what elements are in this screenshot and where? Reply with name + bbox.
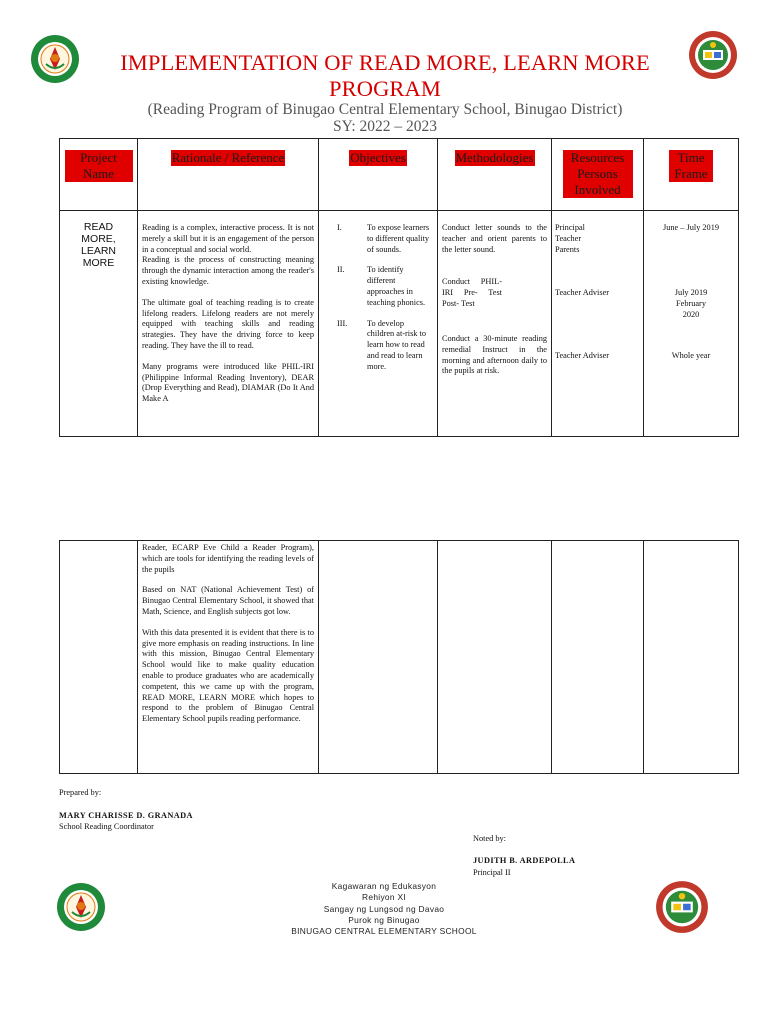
objective-item: II. To identify different approaches in teaching phonics. — [337, 265, 426, 307]
header-objectives: Objectives — [350, 150, 406, 165]
methodology-item: Conduct letter sounds to the teacher and orient parents to the letter sound. — [442, 223, 547, 254]
prepared-by-role: School Reading Coordinator — [59, 822, 154, 831]
resource-item: Teacher Adviser — [555, 351, 610, 360]
time-frame-item: Whole year — [671, 351, 711, 360]
resource-item: Teacher Adviser — [555, 288, 610, 297]
table-row — [60, 211, 739, 437]
project-name: READ MORE, LEARN MORE — [80, 221, 116, 269]
page-title: IMPLEMENTATION OF READ MORE, LEARN MORE PROGRAM — [120, 50, 650, 101]
footer-school-name: BINUGAO CENTRAL ELEMENTARY SCHOOL — [291, 926, 477, 937]
rationale-paragraph: Reading is a complex, interactive process. It is not merely a skill but it is an engagement of the person in a conceptual and social world. — [142, 223, 314, 254]
table-header-row — [60, 139, 739, 211]
noted-by-name: JUDITH B. ARDEPOLLA — [473, 856, 576, 865]
school-seal-icon — [688, 30, 738, 80]
program-table — [59, 138, 739, 437]
rationale-paragraph: Based on NAT (National Achievement Test) of Binugao Central Elementary School, it showed that Math, Science, and English subjects got low. — [142, 585, 314, 616]
footer-line: Sangay ng Lungsod ng Davao — [323, 903, 445, 914]
objective-item: III. To develop children at-risk to learn how to read and read to learn more. — [337, 318, 426, 371]
school-seal-icon — [655, 880, 709, 934]
division-seal-icon — [56, 882, 106, 932]
resource-item: Principal Teacher Parents — [555, 223, 585, 254]
header-project-name: Project Name — [65, 150, 133, 182]
header-methodologies: Methodologies — [455, 150, 534, 165]
objective-item: I. To expose learners to different quality of sounds. — [337, 223, 430, 254]
prepared-by-name: MARY CHARISSE D. GRANADA — [59, 811, 193, 820]
rationale-paragraph: Reader, ECARP Eve Child a Reader Program), which are tools for identifying the reading levels of the pupils — [142, 543, 314, 574]
rationale-cell — [138, 541, 319, 774]
rationale-paragraph: Reading is the process of constructing meaning through the dynamic interaction among the reader's existing knowledge. — [142, 255, 314, 286]
resources-cell — [552, 211, 644, 437]
methodology-item: Conduct PHIL-IRI Pre- Test Post- Test — [442, 277, 502, 308]
time-frame-item: June – July 2019 — [663, 223, 720, 232]
school-year: SY: 2022 – 2023 — [332, 118, 438, 135]
rationale-cell — [138, 211, 319, 437]
noted-by-role: Principal II — [473, 868, 511, 877]
footer-address — [220, 881, 548, 937]
header-rationale: Rationale / Reference — [171, 150, 285, 165]
time-frame-item: July 2019 February 2020 — [674, 288, 708, 319]
header-resources: Resources Persons Involved — [563, 150, 633, 198]
time-frame-cell — [644, 211, 739, 437]
program-table-continued — [59, 540, 739, 774]
methodology-item: Conduct a 30-minute reading remedial Instruct in the morning and afternoon daily to the pupils at risk. — [442, 334, 547, 376]
footer-line: Kagawaran ng Edukasyon — [331, 881, 437, 891]
prepared-by-label: Prepared by: — [59, 788, 102, 797]
noted-by-label: Noted by: — [473, 834, 506, 843]
footer-line: Purok ng Binugao — [348, 914, 420, 925]
header-time-frame: Time Frame — [669, 150, 713, 182]
objectives-cell — [319, 211, 438, 437]
methodologies-cell — [438, 211, 552, 437]
division-seal-icon — [30, 34, 80, 84]
page-subtitle: (Reading Program of Binugao Central Elementary School, Binugao District) — [147, 101, 623, 118]
footer-line: Rehiyon XI — [362, 892, 406, 903]
rationale-paragraph: With this data presented it is evident that there is to give more emphasis on reading instructions. In line with this mission, Binugao Central Elementary School would like to make quality education enable to produce graduates who are academically competent, this we came up with the program, READ MORE, LEARN MORE which hopes to respond to the problem of Binugao Central Elementary School pupils reading performance. — [142, 627, 314, 724]
rationale-paragraph: The ultimate goal of teaching reading is to create lifelong readers. Lifelong readers are not merely equipped with teaching skills and reading strategies. They have the driving force to keep reading. They have the ill to read. — [142, 297, 314, 350]
table-row — [60, 541, 739, 774]
rationale-paragraph: Many programs were introduced like PHIL-IRI (Philippine Informal Reading Inventory), DEAR (Drop Everything and Read), DIAMAR (Do It And Make A — [142, 361, 314, 404]
